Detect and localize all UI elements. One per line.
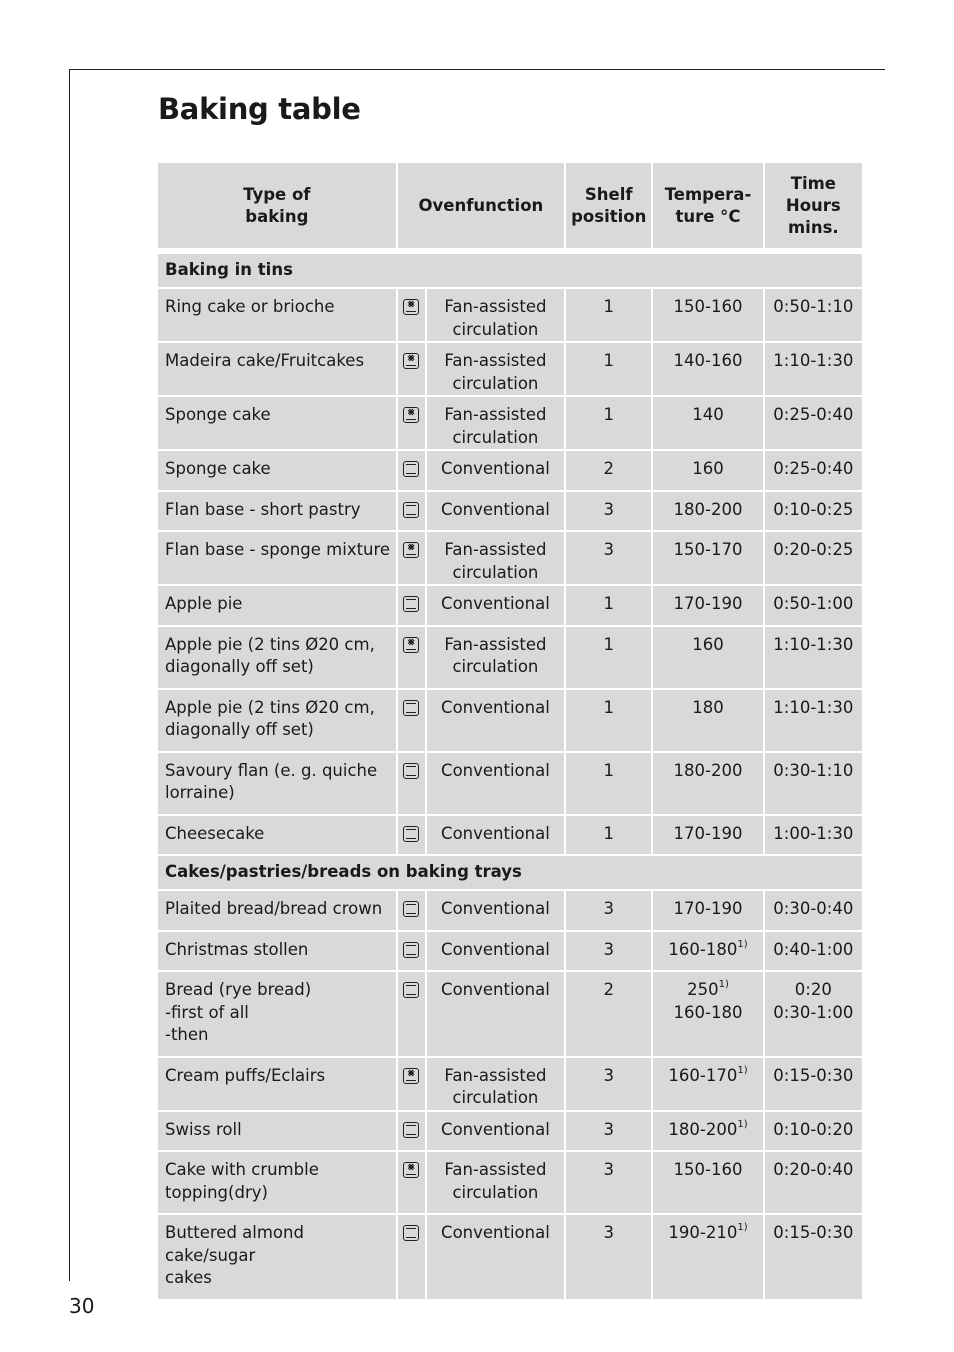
conventional-icon [403, 461, 419, 477]
shelf-position: 2 [566, 451, 651, 490]
section-row [158, 254, 862, 287]
temperature-value: 250 [687, 980, 719, 999]
baking-type: Apple pie (2 tins Ø20 cm, diagonally off set) [158, 627, 396, 688]
shelf-position: 3 [566, 932, 651, 971]
fan-glyph: ⨳ [407, 297, 415, 310]
temperature-value: 170-190 [673, 823, 743, 843]
footnote-marker: 1) [737, 1118, 748, 1130]
baking-type: Apple pie (2 tins Ø20 cm, diagonally off set) [158, 690, 396, 751]
shelf-position: 3 [566, 532, 651, 584]
fan-assisted-icon [403, 299, 419, 315]
oven-function: Conventional [427, 451, 564, 490]
oven-function: Conventional [427, 1215, 564, 1299]
fan-glyph: ⨳ [407, 1065, 415, 1079]
baking-time: 0:50-1:10 [765, 289, 862, 341]
temperature-value: 150-160 [673, 297, 743, 316]
shelf-position: 2 [566, 972, 651, 1056]
temperature [653, 1215, 762, 1299]
page-title: Baking table [158, 92, 361, 126]
section-title: Baking in tins [158, 254, 862, 287]
oven-function-icon-cell [398, 492, 425, 531]
header-time: Time Hours mins. [765, 163, 862, 248]
temperature [653, 289, 762, 341]
shelf-position: 1 [566, 343, 651, 395]
baking-type: Flan base - short pastry [158, 492, 396, 531]
table-row [158, 492, 862, 531]
temperature [653, 627, 762, 688]
oven-function-icon-cell [398, 972, 425, 1056]
conventional-icon [403, 942, 419, 958]
table-row [158, 972, 862, 1056]
baking-type: Bread (rye bread) -first of all -then [158, 972, 396, 1056]
fan-glyph: ⨳ [407, 405, 415, 418]
table-row [158, 753, 862, 814]
temperature-value: 160 [692, 459, 724, 478]
temperature [653, 492, 762, 531]
conventional-icon [403, 763, 419, 779]
oven-function: Fan-assisted circulation [427, 1058, 564, 1110]
baking-type: Savoury flan (e. g. quiche lorraine) [158, 753, 396, 814]
conventional-icon [403, 596, 419, 612]
oven-function: Conventional [427, 932, 564, 971]
temperature-value: 180 [692, 697, 724, 717]
table-row [158, 451, 862, 490]
footnote-marker: 1) [737, 1222, 748, 1233]
oven-function: Conventional [427, 891, 564, 930]
temperature-value: 140-160 [673, 351, 743, 370]
temperature [653, 972, 762, 1056]
table-row [158, 690, 862, 751]
temperature [653, 690, 762, 751]
fan-glyph: ⨳ [407, 1160, 415, 1173]
oven-function: Conventional [427, 690, 564, 751]
temperature-value: 170-190 [673, 899, 743, 918]
baking-time: 0:20 0:30-1:00 [765, 972, 862, 1056]
header-temperature: Tempera- ture °C [653, 163, 762, 248]
footnote-marker: 1) [737, 938, 748, 950]
shelf-position: 1 [566, 816, 651, 855]
shelf-position: 1 [566, 586, 651, 625]
conventional-icon [403, 1225, 419, 1241]
shelf-position: 3 [566, 492, 651, 531]
conventional-icon [403, 502, 419, 518]
shelf-position: 3 [566, 1112, 651, 1151]
baking-time: 0:20-0:25 [765, 532, 862, 584]
temperature-value: 160-180 [668, 939, 738, 959]
frame-top-rule [69, 69, 885, 70]
table-row [158, 627, 862, 688]
header-shelf-position: Shelf position [566, 163, 651, 248]
oven-function-icon-cell [398, 932, 425, 971]
temperature [653, 753, 762, 814]
oven-function: Conventional [427, 816, 564, 855]
oven-function: Fan-assisted circulation [427, 397, 564, 449]
oven-function: Fan-assisted circulation [427, 343, 564, 395]
table-row [158, 891, 862, 930]
oven-function-icon-cell [398, 816, 425, 855]
table-row [158, 532, 862, 584]
temperature-value: 150-170 [673, 540, 743, 559]
temperature-value: 180-200 [668, 1119, 738, 1139]
baking-type: Sponge cake [158, 397, 396, 449]
baking-time: 1:10-1:30 [765, 627, 862, 688]
table-row [158, 1112, 862, 1151]
temperature [653, 586, 762, 625]
oven-function: Conventional [427, 492, 564, 531]
baking-time: 1:00-1:30 [765, 816, 862, 855]
baking-type: Sponge cake [158, 451, 396, 490]
shelf-position: 1 [566, 753, 651, 814]
conventional-icon [403, 826, 419, 842]
baking-time: 0:10-0:25 [765, 492, 862, 531]
shelf-position: 3 [566, 1058, 651, 1110]
table-row [158, 1215, 862, 1299]
header-row [158, 163, 862, 248]
shelf-position: 1 [566, 289, 651, 341]
table-row [158, 397, 862, 449]
oven-function: Conventional [427, 586, 564, 625]
temperature [653, 1058, 762, 1110]
oven-function: Fan-assisted circulation [427, 627, 564, 688]
baking-type: Plaited bread/bread crown [158, 891, 396, 930]
temperature-value: 140 [692, 405, 724, 424]
oven-function-icon-cell [398, 1215, 425, 1299]
temperature [653, 1112, 762, 1151]
baking-time: 0:25-0:40 [765, 451, 862, 490]
baking-time: 0:20-0:40 [765, 1152, 862, 1213]
baking-time: 0:40-1:00 [765, 932, 862, 971]
temperature-value: 180-200 [673, 499, 743, 519]
fan-glyph: ⨳ [407, 540, 415, 553]
table-row [158, 343, 862, 395]
baking-time: 0:15-0:30 [765, 1215, 862, 1299]
section-row [158, 856, 862, 889]
conventional-icon [403, 1122, 419, 1138]
oven-function-icon-cell [398, 343, 425, 395]
conventional-icon [403, 700, 419, 716]
header-spacer [158, 250, 862, 252]
fan-assisted-icon [403, 542, 419, 558]
conventional-icon [403, 901, 419, 917]
oven-function-icon-cell [398, 586, 425, 625]
oven-function-icon-cell [398, 1112, 425, 1151]
oven-function-icon-cell [398, 891, 425, 930]
oven-function: Conventional [427, 1112, 564, 1151]
temperature [653, 1152, 762, 1213]
oven-function: Conventional [427, 753, 564, 814]
baking-type: Apple pie [158, 586, 396, 625]
baking-type: Cream puffs/Eclairs [158, 1058, 396, 1110]
fan-assisted-icon [403, 353, 419, 369]
oven-function: Conventional [427, 972, 564, 1056]
baking-table [156, 161, 864, 1301]
fan-glyph: ⨳ [407, 351, 415, 364]
table-row [158, 1058, 862, 1110]
oven-function: Fan-assisted circulation [427, 289, 564, 341]
temperature-value: 160-170 [668, 1065, 738, 1085]
footnote-marker: 1) [718, 979, 729, 990]
temperature-value-second: 160-180 [673, 1002, 743, 1022]
oven-function: Fan-assisted circulation [427, 1152, 564, 1213]
oven-function-icon-cell [398, 627, 425, 688]
table-row [158, 586, 862, 625]
temperature [653, 343, 762, 395]
fan-glyph: ⨳ [407, 634, 415, 648]
baking-type: Cake with crumble topping(dry) [158, 1152, 396, 1213]
temperature [653, 532, 762, 584]
oven-function-icon-cell [398, 532, 425, 584]
baking-type: Ring cake or brioche [158, 289, 396, 341]
oven-function: Fan-assisted circulation [427, 532, 564, 584]
baking-time: 0:50-1:00 [765, 586, 862, 625]
table-row [158, 816, 862, 855]
shelf-position: 1 [566, 397, 651, 449]
shelf-position: 1 [566, 627, 651, 688]
frame-left-rule [69, 69, 70, 1281]
baking-type: Christmas stollen [158, 932, 396, 971]
oven-function-icon-cell [398, 397, 425, 449]
temperature-value: 170-190 [673, 594, 743, 613]
baking-time: 0:30-0:40 [765, 891, 862, 930]
footnote-marker: 1) [737, 1064, 748, 1076]
fan-assisted-icon [403, 1162, 419, 1178]
temperature [653, 397, 762, 449]
oven-function-icon-cell [398, 289, 425, 341]
baking-time: 0:30-1:10 [765, 753, 862, 814]
shelf-position: 1 [566, 690, 651, 751]
oven-function-icon-cell [398, 451, 425, 490]
temperature [653, 891, 762, 930]
oven-function-icon-cell [398, 1152, 425, 1213]
header-type-of-baking: Type of baking [158, 163, 396, 248]
fan-assisted-icon [403, 634, 419, 653]
temperature-value: 180-200 [673, 760, 743, 780]
temperature-value: 150-160 [673, 1160, 743, 1179]
temperature-value: 160 [692, 634, 724, 654]
table-row [158, 1152, 862, 1213]
oven-function-icon-cell [398, 1058, 425, 1110]
temperature [653, 932, 762, 971]
temperature-value: 190-210 [668, 1223, 738, 1242]
baking-type: Flan base - sponge mixture [158, 532, 396, 584]
baking-time: 0:10-0:20 [765, 1112, 862, 1151]
fan-assisted-icon [403, 407, 419, 423]
baking-type: Buttered almond cake/sugar cakes [158, 1215, 396, 1299]
baking-time: 0:25-0:40 [765, 397, 862, 449]
shelf-position: 3 [566, 1152, 651, 1213]
baking-time: 0:15-0:30 [765, 1058, 862, 1110]
header-oven-function: Ovenfunction [398, 163, 564, 248]
temperature [653, 451, 762, 490]
baking-time: 1:10-1:30 [765, 343, 862, 395]
page-number: 30 [69, 1294, 95, 1318]
oven-function-icon-cell [398, 690, 425, 751]
baking-type: Swiss roll [158, 1112, 396, 1151]
table-row [158, 932, 862, 971]
shelf-position: 3 [566, 1215, 651, 1299]
fan-assisted-icon [403, 1065, 419, 1084]
shelf-position: 3 [566, 891, 651, 930]
baking-type: Cheesecake [158, 816, 396, 855]
baking-type: Madeira cake/Fruitcakes [158, 343, 396, 395]
section-title: Cakes/pastries/breads on baking trays [158, 856, 862, 889]
oven-function-icon-cell [398, 753, 425, 814]
table-row [158, 289, 862, 341]
conventional-icon [403, 982, 419, 998]
temperature [653, 816, 762, 855]
table-body [158, 254, 862, 1299]
baking-time: 1:10-1:30 [765, 690, 862, 751]
